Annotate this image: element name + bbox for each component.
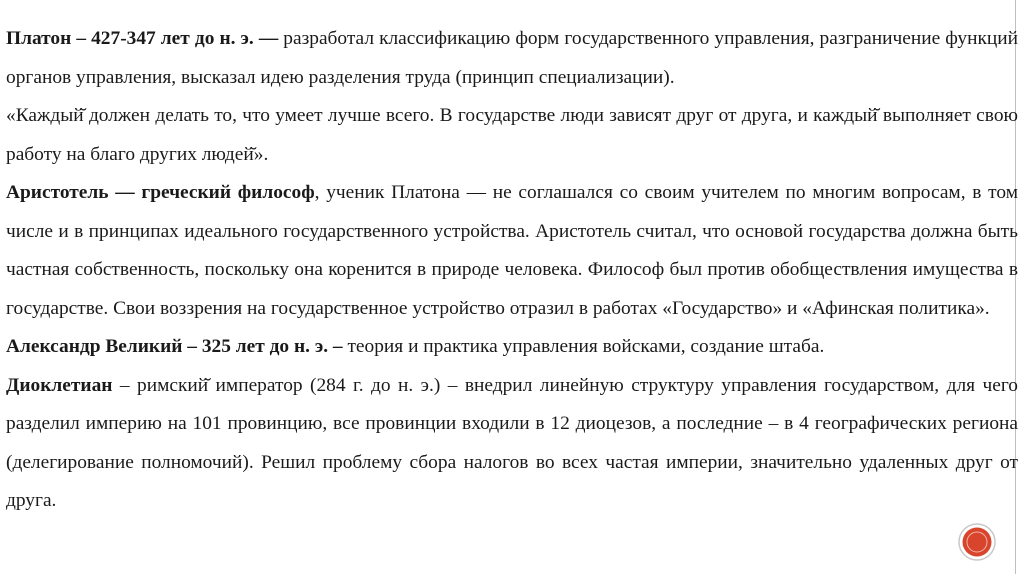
plato-quote-text: «Каждый̆ должен делать то, что умеет лучше всего. В государстве люди зависят друг от друга, и каждый̆ выполняет свою работу на благо других людей̆». xyxy=(6,105,1018,165)
text-body xyxy=(6,20,1018,521)
slide-corner-circle-icon xyxy=(958,523,996,561)
aristotle-heading: Аристотель — греческий философ xyxy=(6,182,315,203)
plato-text: разработал классификацию форм государственного управления, разграничение функций органов управления, высказал идею разделения труда (принцип специализации). xyxy=(6,28,1018,88)
alexander-text: теория и практика управления войсками, создание штаба. xyxy=(342,336,825,357)
plato-heading: Платон – 427-347 лет до н. э. — xyxy=(6,28,279,49)
paragraph-plato-quote xyxy=(6,97,1018,174)
aristotle-text: , ученик Платона — не соглашался со своим учителем по многим вопросам, в том числе и в принципах идеального государственного устройства. Аристотель считал, что основой государства должна быть частная собственность, поскольку она коренится в природе человека. Философ был против обобществления имущества в государстве. Свои воззрения на государственное устройство отразил в работах «Государство» и «Афинская политика». xyxy=(6,182,1018,319)
paragraph-diocletian xyxy=(6,367,1018,521)
alexander-heading: Александр Великий – 325 лет до н. э. – xyxy=(6,336,343,357)
paragraph-alexander xyxy=(6,328,1018,367)
paragraph-plato xyxy=(6,20,1018,97)
diocletian-text: – римский̆ император (284 г. до н. э.) – внедрил линейную структуру управления государством, для чего разделил империю на 101 провинцию, все провинции входили в 12 диоцезов, а последние – в 4 географических региона (делегирование полномочий). Решил проблему сбора налогов во всех частая империи, значительно удаленных друг от друга. xyxy=(6,374,1018,511)
paragraph-aristotle xyxy=(6,174,1018,328)
diocletian-heading: Диоклетиан xyxy=(6,374,113,396)
